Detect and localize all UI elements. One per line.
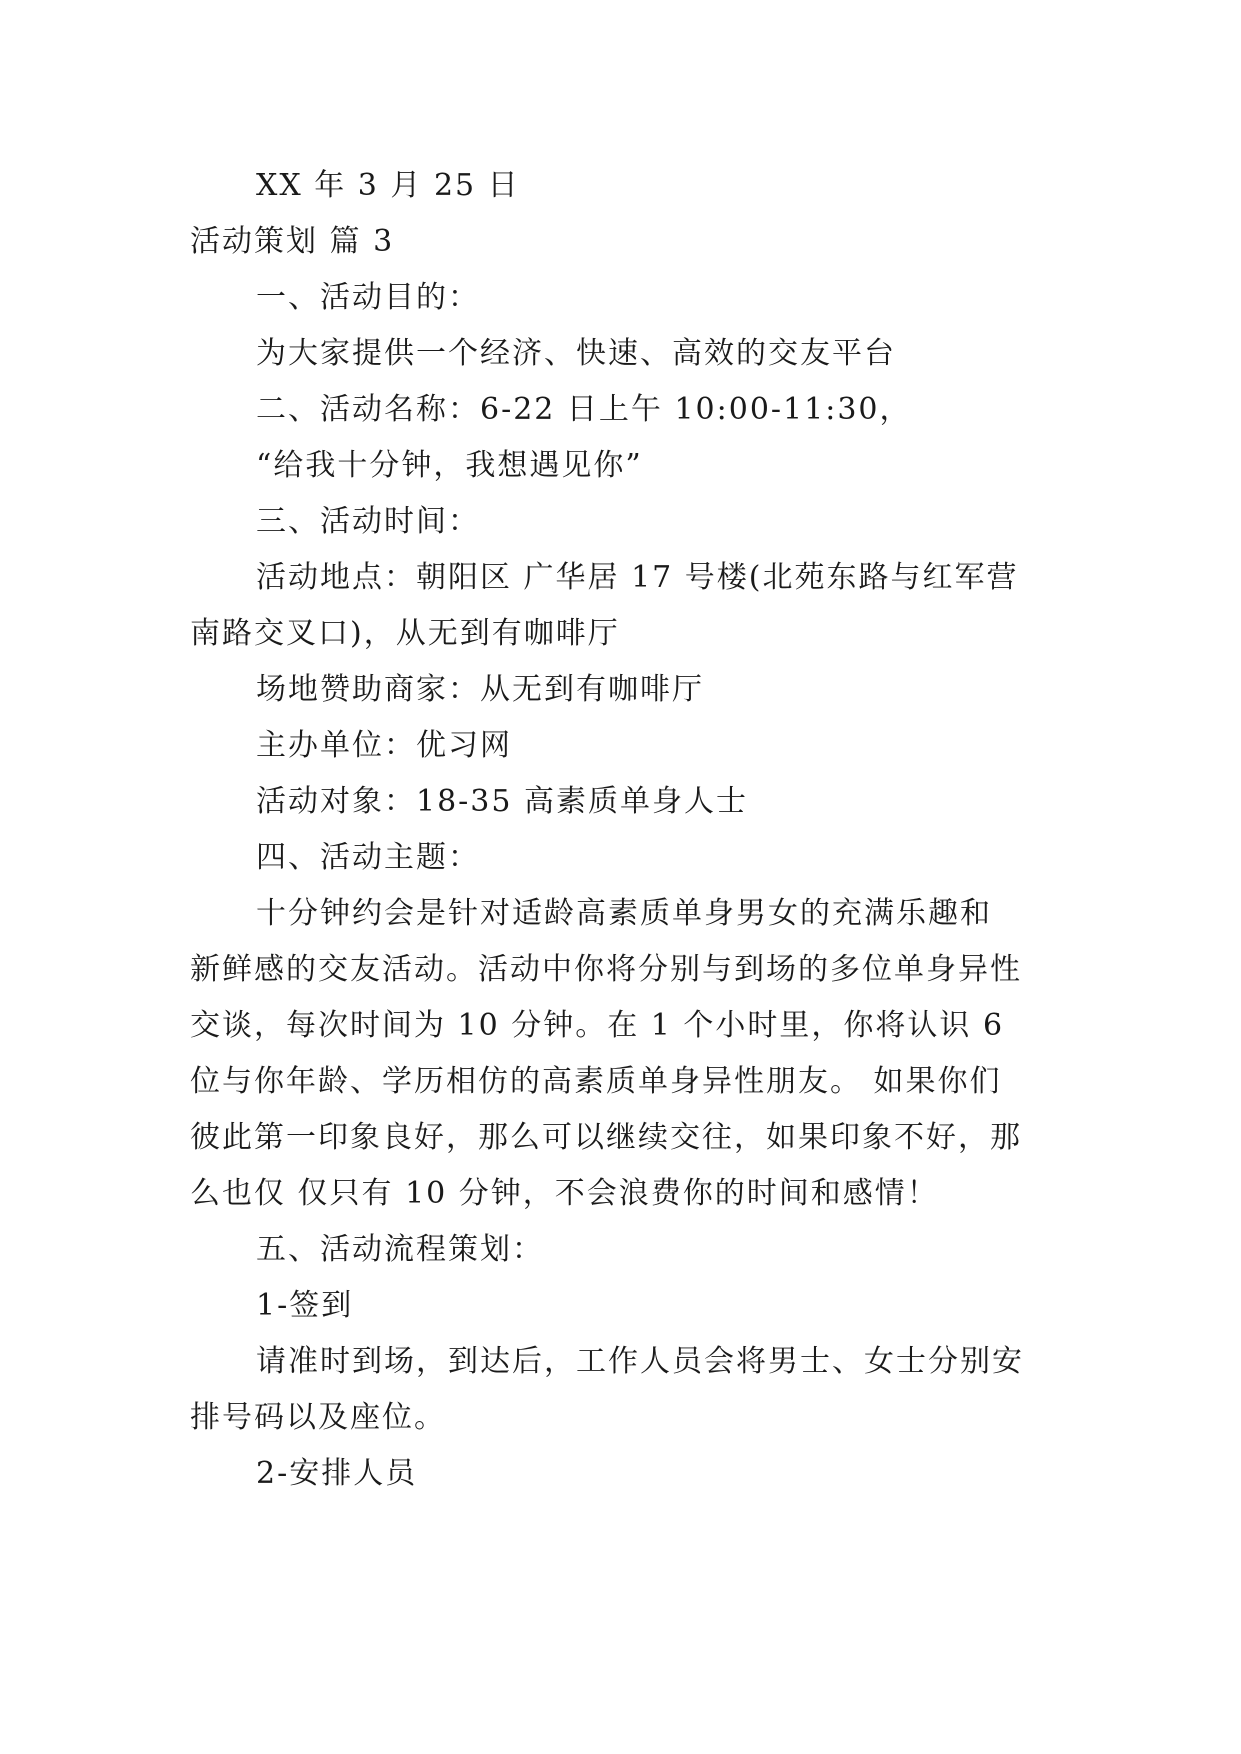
theme-line-5: 彼此第一印象良好，那么可以继续交往，如果印象不好，那 <box>190 1120 1022 1155</box>
section-title: 活动策划 篇 3 <box>190 224 395 259</box>
step-1-title: 1-签到 <box>256 1288 354 1323</box>
step-1-line-2: 排号码以及座位。 <box>190 1400 446 1435</box>
organizer-text: 主办单位：优习网 <box>256 728 512 763</box>
theme-line-1: 十分钟约会是针对适龄高素质单身男女的充满乐趣和 <box>256 896 992 931</box>
theme-line-3: 交谈，每次时间为 10 分钟。在 1 个小时里，你将认识 6 <box>190 1008 1005 1043</box>
date-line: XX 年 3 月 25 日 <box>256 168 520 203</box>
step-2-title: 2-安排人员 <box>256 1456 418 1491</box>
heading-name: 二、活动名称：6-22 日上午 10:00-11:30， <box>256 392 912 427</box>
location-line-1: 活动地点：朝阳区 广华居 17 号楼(北苑东路与红军营 <box>256 560 1019 595</box>
theme-line-2: 新鲜感的交友活动。活动中你将分别与到场的多位单身异性 <box>190 952 1022 987</box>
sponsor-text: 场地赞助商家：从无到有咖啡厅 <box>256 672 704 707</box>
location-line-2: 南路交叉口)，从无到有咖啡厅 <box>190 616 620 651</box>
activity-name-text: “给我十分钟，我想遇见你” <box>256 448 643 483</box>
heading-theme: 四、活动主题： <box>256 840 480 875</box>
heading-purpose: 一、活动目的： <box>256 280 480 315</box>
heading-time: 三、活动时间： <box>256 504 480 539</box>
step-1-line-1: 请准时到场，到达后，工作人员会将男士、女士分别安 <box>256 1344 1024 1379</box>
theme-line-4: 位与你年龄、学历相仿的高素质单身异性朋友。 如果你们 <box>190 1064 1002 1099</box>
audience-text: 活动对象：18-35 高素质单身人士 <box>256 784 749 819</box>
theme-line-6: 么也仅 仅只有 10 分钟，不会浪费你的时间和感情！ <box>190 1176 939 1211</box>
purpose-text: 为大家提供一个经济、快速、高效的交友平台 <box>256 336 896 371</box>
heading-process: 五、活动流程策划： <box>256 1232 544 1267</box>
